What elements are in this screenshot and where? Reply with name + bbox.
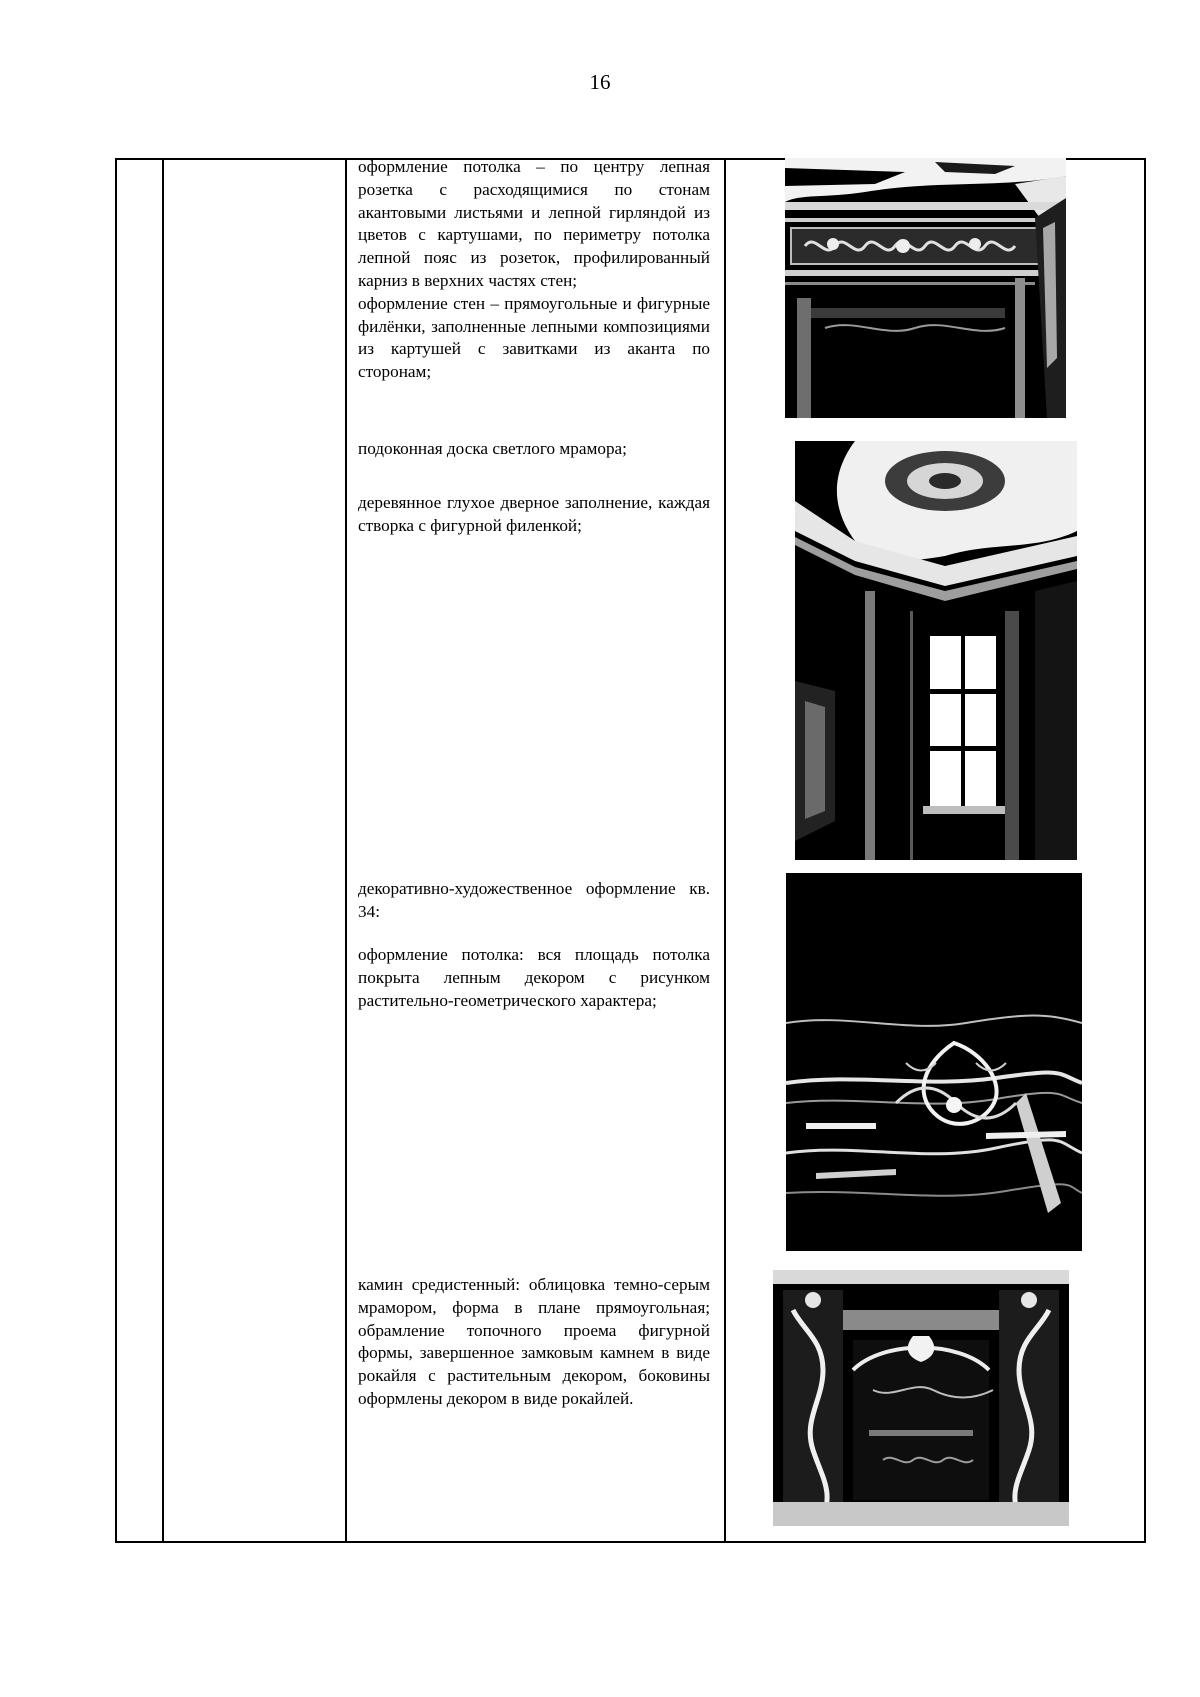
fireplace-photo xyxy=(773,1270,1069,1526)
row-1-text xyxy=(358,156,710,384)
paragraph-window-sill: подоконная доска светлого мрамора; xyxy=(358,439,627,458)
description-table xyxy=(115,158,1146,1543)
column-divider xyxy=(724,160,726,1541)
row-4-text xyxy=(358,1274,710,1411)
window-room-photo xyxy=(795,441,1077,860)
paragraph-ceiling-design: оформление потолка – по центру лепная розетка с расходящимися по стонам акантовыми листьями и лепной гирляндой из цветов с картушами, по периметру потолка лепной пояс из розеток, профилированный карниз в верхних частях стен; xyxy=(358,157,710,290)
ceiling-stucco-photo xyxy=(786,873,1082,1251)
column-divider xyxy=(345,160,347,1541)
paragraph-fireplace: камин средистенный: облицовка темно-серым мрамором, форма в плане прямоугольная; обрамление топочного проема фигурной формы, завершенное замковым камнем в виде рокайля с растительным декором, боковины оформлены декором в виде рокайлей. xyxy=(358,1275,710,1408)
paragraph-apartment-decor: декоративно-художественное оформление кв. 34: xyxy=(358,879,710,921)
paragraph-ceiling-stucco: оформление потолка: вся площадь потолка покрыта лепным декором с рисунком растительно-геометрического характера; xyxy=(358,945,710,1010)
paragraph-wall-design: оформление стен – прямоугольные и фигурные филёнки, заполненные лепными композициями из картушей с завитками из аканта по сторонам; xyxy=(358,293,710,382)
ceiling-cornice-photo xyxy=(785,158,1066,418)
paragraph-door-fill: деревянное глухое дверное заполнение, каждая створка с фигурной филенкой; xyxy=(358,493,710,535)
column-divider xyxy=(162,160,164,1541)
row-3-text-b xyxy=(358,944,710,1012)
row-2-text xyxy=(358,438,710,461)
row-2-text-b xyxy=(358,492,710,538)
row-3-text xyxy=(358,878,710,924)
page-number: 16 xyxy=(589,70,611,94)
